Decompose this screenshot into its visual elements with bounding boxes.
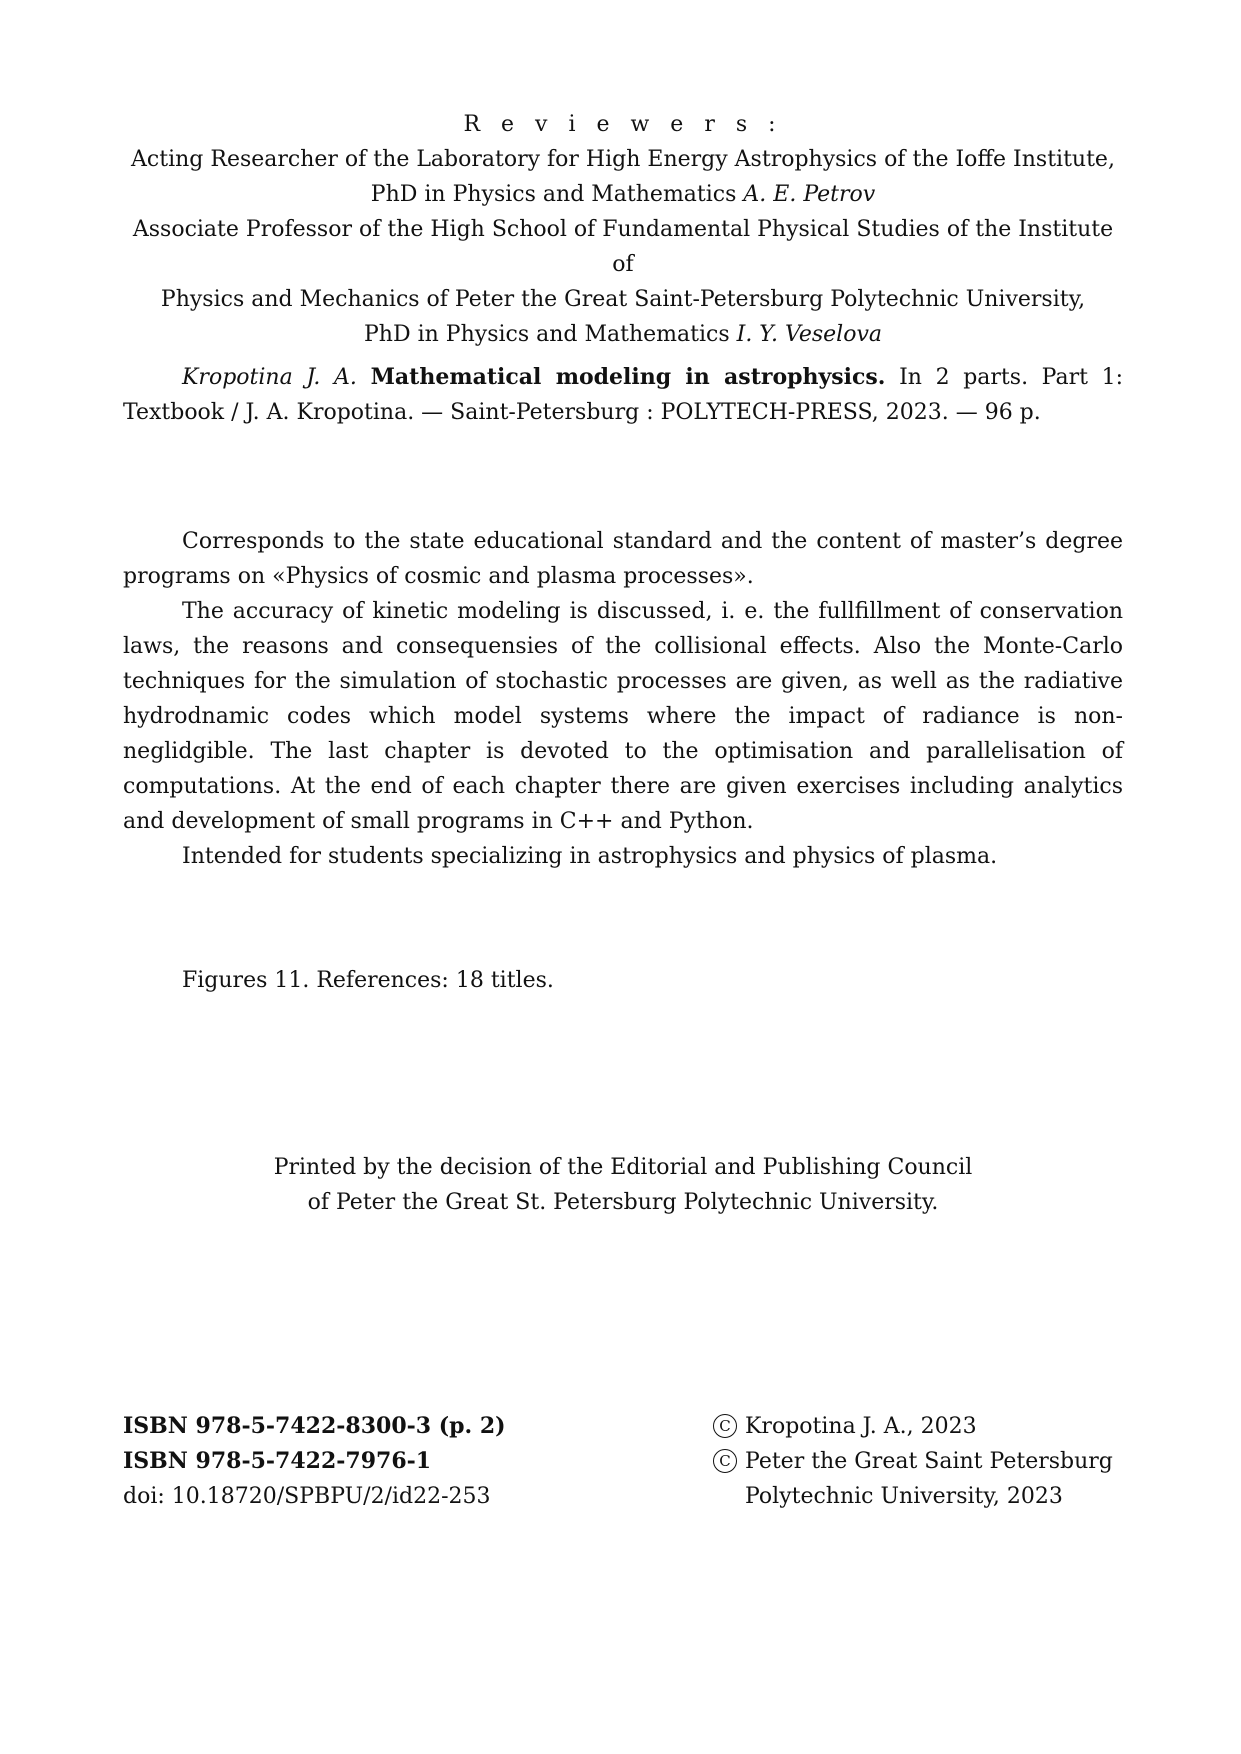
- reviewers-heading: R e v i e w e r s :: [463, 112, 783, 137]
- reviewer-1-degree-text: PhD in Physics and Mathematics: [370, 182, 744, 207]
- copyright-university: [713, 1444, 1153, 1479]
- isbn-section: [123, 1409, 643, 1514]
- reviewers-section: [123, 107, 1123, 352]
- printed-by-section: [123, 1150, 1123, 1220]
- abstract-paragraph-1: Corresponds to the state educational standard and the content of master’s degree programs on «Physics of cosmic and plasma processes».: [123, 529, 1123, 589]
- printed-by-line1: Printed by the decision of the Editorial and Publishing Council: [273, 1155, 973, 1180]
- reviewer-1-degree: [123, 177, 1123, 212]
- copyright-icon: C: [713, 1449, 737, 1473]
- isbn-general: ISBN 978-5-7422-7976-1: [123, 1448, 432, 1474]
- abstract-paragraph-3: Intended for students specializing in astrophysics and physics of plasma.: [182, 844, 998, 869]
- doi: doi: 10.18720/SPBPU/2/id22-253: [123, 1484, 491, 1509]
- copyright-icon: C: [713, 1414, 737, 1438]
- copyright-university-line2: Polytechnic University, 2023: [745, 1484, 1063, 1509]
- citation-author: Kropotina J. A.: [182, 365, 357, 390]
- copyright-author-text: Kropotina J. A., 2023: [745, 1414, 977, 1439]
- reviewer-2-name: I. Y. Veselova: [736, 322, 882, 347]
- figures-references-text: Figures 11. References: 18 titles.: [182, 968, 554, 993]
- citation-paragraph: [123, 360, 1123, 430]
- copyright-university-line1: Peter the Great Saint Petersburg: [745, 1449, 1113, 1474]
- copyright-section: [713, 1409, 1153, 1514]
- reviewer-1-position: Acting Researcher of the Laboratory for High Energy Astrophysics of the Ioffe Institute,: [131, 147, 1115, 172]
- abstract-paragraph-2: The accuracy of kinetic modeling is discussed, i. e. the fullfillment of conservation laws, the reasons and consequensies of the collisional effects. Also the Monte-Carlo techniques for the simulation of stochastic processes are given, as well as the radiative hydrodnamic codes which model systems where the impact of radiance is non-neglidgible. The last chapter is devoted to the optimisation and parallelisation of computations. At the end of each chapter there are given exercises including analytics and development of small programs in C++ and Python.: [123, 599, 1123, 834]
- isbn-part: ISBN 978-5-7422-8300-3 (p. 2): [123, 1413, 506, 1439]
- reviewer-1-name: A. E. Petrov: [743, 182, 876, 207]
- reviewer-2-position-line2: Physics and Mechanics of Peter the Great Saint-Petersburg Polytechnic University,: [160, 287, 1086, 312]
- citation-section: [123, 360, 1123, 430]
- reviewer-2-position-line1: Associate Professor of the High School of Fundamental Physical Studies of the Institute of: [132, 217, 1114, 277]
- figures-references: [123, 963, 1123, 998]
- copyright-author: [713, 1409, 1153, 1444]
- abstract-section: [123, 524, 1123, 874]
- printed-by-line2: of Peter the Great St. Petersburg Polytechnic University.: [307, 1190, 939, 1215]
- reviewer-2-degree-text: PhD in Physics and Mathematics: [364, 322, 737, 347]
- citation-title: Mathematical modeling in astrophysics.: [370, 364, 886, 390]
- citation-details: In 2 parts. Part 1: Textbook / J. A. Kropotina. — Saint-Petersburg : POLYTECH-PRESS, 2023. — 96 p.: [123, 365, 1124, 425]
- reviewer-2-degree: [123, 317, 1123, 352]
